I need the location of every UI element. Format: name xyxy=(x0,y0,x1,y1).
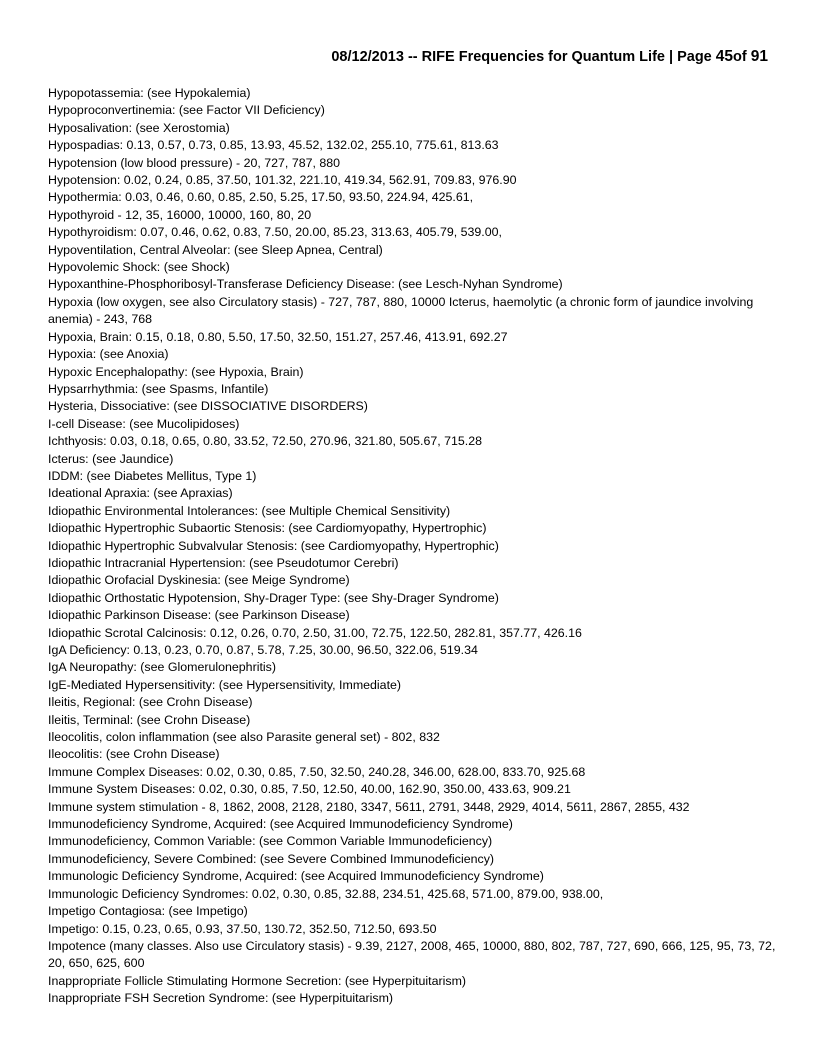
list-item: IgE-Mediated Hypersensitivity: (see Hypersensitivity, Immediate) xyxy=(48,677,402,692)
list-item: Hypotension (low blood pressure) - 20, 727, 787, 880 xyxy=(48,155,341,170)
page-header xyxy=(48,48,768,66)
list-item: Immunodeficiency Syndrome, Acquired: (see Acquired Immunodeficiency Syndrome) xyxy=(48,817,513,832)
list-item: Hypothermia: 0.03, 0.46, 0.60, 0.85, 2.50, 5.25, 17.50, 93.50, 224.94, 425.61, xyxy=(48,190,474,205)
list-item: Ileitis, Regional: (see Crohn Disease) xyxy=(48,695,253,710)
list-item: Ileocolitis: (see Crohn Disease) xyxy=(48,747,220,762)
entry-list xyxy=(48,85,778,1008)
list-item: Immunodeficiency, Severe Combined: (see Severe Combined Immunodeficiency) xyxy=(48,851,495,866)
list-item: Hypotension: 0.02, 0.24, 0.85, 37.50, 101.32, 221.10, 419.34, 562.91, 709.83, 976.90 xyxy=(48,173,517,188)
list-item: Idiopathic Hypertrophic Subvalvular Stenosis: (see Cardiomyopathy, Hypertrophic) xyxy=(48,538,499,553)
list-item: Hypoxia, Brain: 0.15, 0.18, 0.80, 5.50, 17.50, 32.50, 151.27, 257.46, 413.91, 692.27 xyxy=(48,329,508,344)
header-separator: -- xyxy=(403,49,422,65)
list-item: Hypospadias: 0.13, 0.57, 0.73, 0.85, 13.93, 45.52, 132.02, 255.10, 775.61, 813.63 xyxy=(48,138,499,153)
list-item: Idiopathic Orofacial Dyskinesia: (see Meige Syndrome) xyxy=(48,573,350,588)
list-item: IDDM: (see Diabetes Mellitus, Type 1) xyxy=(48,468,257,483)
list-item: Hypothyroid - 12, 35, 16000, 10000, 160, 80, 20 xyxy=(48,207,312,222)
header-page-number: 45 xyxy=(715,48,734,65)
list-item: Hypoxia (low oxygen, see also Circulatory stasis) - 727, 787, 880, 10000 Icterus, haemolytic (a chronic form of jaundice involving anemia) - 243, 768 xyxy=(48,294,754,327)
header-date: 08/12/2013 xyxy=(331,49,404,65)
list-item: IgA Deficiency: 0.13, 0.23, 0.70, 0.87, 5.78, 7.25, 30.00, 96.50, 322.06, 519.34 xyxy=(48,643,478,657)
list-item: Inappropriate Follicle Stimulating Hormone Secretion: (see Hyperpituitarism) xyxy=(48,973,467,988)
list-item: Immune system stimulation - 8, 1862, 2008, 2128, 2180, 3347, 5611, 2791, 3448, 2929, 4014, 5611, 2867, 2855, 432 xyxy=(48,799,690,814)
list-item: Immunodeficiency, Common Variable: (see Common Variable Immunodeficiency) xyxy=(48,834,493,849)
list-item: Impetigo Contagiosa: (see Impetigo) xyxy=(48,904,248,919)
list-item: Hysteria, Dissociative: (see DISSOCIATIVE DISORDERS) xyxy=(48,399,368,414)
list-item: Hypoventilation, Central Alveolar: (see Sleep Apnea, Central) xyxy=(48,242,383,257)
list-item: Hypsarrhythmia: (see Spasms, Infantile) xyxy=(48,381,269,396)
list-item: Idiopathic Hypertrophic Subaortic Stenosis: (see Cardiomyopathy, Hypertrophic) xyxy=(48,521,487,536)
list-item: Ileocolitis, colon inflammation (see also Parasite general set) - 802, 832 xyxy=(48,730,440,745)
list-item: Idiopathic Intracranial Hypertension: (see Pseudotumor Cerebri) xyxy=(48,555,399,570)
header-page-total: 91 xyxy=(750,48,768,65)
list-item: Immunologic Deficiency Syndromes: 0.02, 0.30, 0.85, 32.88, 234.51, 425.68, 571.00, 879.00, 938.00, xyxy=(48,886,604,901)
list-item: I-cell Disease: (see Mucolipidoses) xyxy=(48,416,240,431)
list-item: Hypothyroidism: 0.07, 0.46, 0.62, 0.83, 7.50, 20.00, 85.23, 313.63, 405.79, 539.00, xyxy=(48,225,502,240)
list-item: Idiopathic Scrotal Calcinosis: 0.12, 0.26, 0.70, 2.50, 31.00, 72.75, 122.50, 282.81, 357.77, 426.16 xyxy=(48,625,582,640)
list-item: Idiopathic Environmental Intolerances: (see Multiple Chemical Sensitivity) xyxy=(48,503,451,518)
list-item: Idiopathic Orthostatic Hypotension, Shy-Drager Type: (see Shy-Drager Syndrome) xyxy=(48,590,499,605)
list-item: Ileitis, Terminal: (see Crohn Disease) xyxy=(48,712,251,727)
list-item: Impotence (many classes. Also use Circulatory stasis) - 9.39, 2127, 2008, 465, 10000, 880, 802, 787, 727, 690, 666, 125, 95, 73, 72, 20, 650, 625, 600 xyxy=(48,938,776,971)
header-page-word: Page xyxy=(677,49,716,65)
list-item: Icterus: (see Jaundice) xyxy=(48,451,174,466)
list-item: Hyposalivation: (see Xerostomia) xyxy=(48,120,230,135)
list-item: Ichthyosis: 0.03, 0.18, 0.65, 0.80, 33.52, 72.50, 270.96, 321.80, 505.67, 715.28 xyxy=(48,434,483,449)
list-item: Hypopotassemia: (see Hypokalemia) xyxy=(48,86,251,100)
list-item: Immune System Diseases: 0.02, 0.30, 0.85, 7.50, 12.50, 40.00, 162.90, 350.00, 433.63, 909.21 xyxy=(48,782,571,797)
header-divider: | xyxy=(664,49,678,65)
list-item: Ideational Apraxia: (see Apraxias) xyxy=(48,486,233,501)
list-item: Hypoxic Encephalopathy: (see Hypoxia, Brain) xyxy=(48,364,304,379)
header-of-word: of xyxy=(733,49,747,65)
list-item: Immune Complex Diseases: 0.02, 0.30, 0.85, 7.50, 32.50, 240.28, 346.00, 628.00, 833.70, 925.68 xyxy=(48,764,586,779)
list-item: IgA Neuropathy: (see Glomerulonephritis) xyxy=(48,660,276,675)
list-item: Hypoxia: (see Anoxia) xyxy=(48,347,169,362)
list-item: Impetigo: 0.15, 0.23, 0.65, 0.93, 37.50, 130.72, 352.50, 712.50, 693.50 xyxy=(48,921,437,936)
list-item: Inappropriate FSH Secretion Syndrome: (see Hyperpituitarism) xyxy=(48,991,394,1006)
list-item: Hypoxanthine-Phosphoribosyl-Transferase Deficiency Disease: (see Lesch-Nyhan Syndrome) xyxy=(48,277,563,292)
list-item: Immunologic Deficiency Syndrome, Acquired: (see Acquired Immunodeficiency Syndrome) xyxy=(48,869,544,884)
list-item: Idiopathic Parkinson Disease: (see Parkinson Disease) xyxy=(48,608,350,623)
list-item: Hypoproconvertinemia: (see Factor VII Deficiency) xyxy=(48,103,325,118)
list-item: Hypovolemic Shock: (see Shock) xyxy=(48,260,230,275)
header-title: RIFE Frequencies for Quantum Life xyxy=(421,49,665,65)
